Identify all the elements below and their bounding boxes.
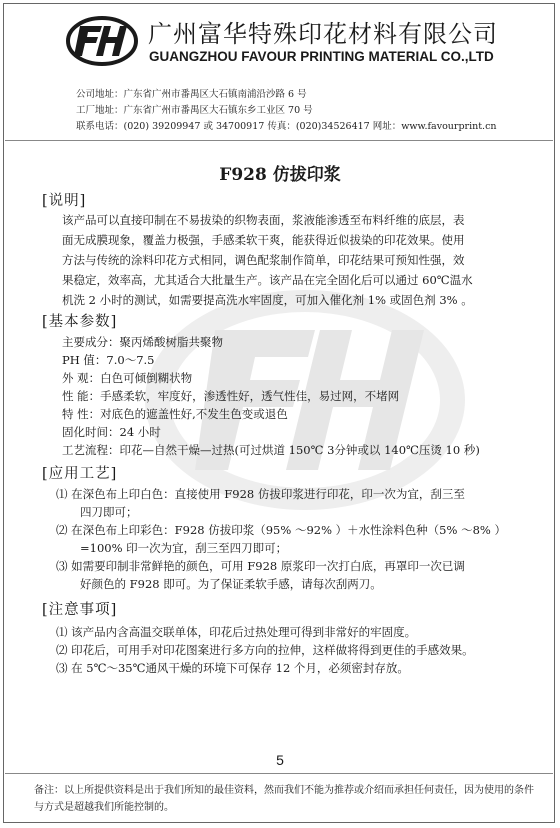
param-line: 主要成分：聚丙烯酸树脂共聚物: [62, 335, 223, 349]
document-title: F928 仿拔印浆: [219, 165, 341, 185]
intro-line: 机洗 2 小时的测试，如需要提高洗水牢固度，可加入催化剂 1% 或固色剂 3% 。: [62, 293, 473, 307]
param-line: 工艺流程：印花—自然干燥—过热(可过烘道 150℃ 3分钟或以 140℃压烫 10 秒): [62, 443, 480, 457]
company-logo-icon: [66, 16, 138, 66]
param-line: PH 值：7.0～7.5: [62, 353, 155, 367]
note-line: ⑴ 该产品内含高温交联单体，印花后过热处理可得到非常好的牢固度。: [56, 625, 417, 639]
page-number: 5: [276, 752, 284, 768]
section-heading-params: [基本参数]: [42, 314, 118, 330]
note-line: ⑵ 印花后，可用手对印花图案进行多方向的拉伸，这样做将得到更佳的手感效果。: [56, 643, 474, 657]
process-line: ⑴ 在深色布上印白色：直接使用 F928 仿拔印浆进行印花，印一次为宜，刮三至: [56, 487, 465, 501]
process-line: ⑶ 如需要印制非常鲜艳的颜色，可用 F928 原浆印一次打白底，再罩印一次已调: [56, 559, 465, 573]
intro-line: 面无成膜现象，覆盖力极强，手感柔软干爽，能获得近似拔染的印花效果。使用: [62, 233, 465, 247]
param-line: 特 性：对底色的遮盖性好,不发生色变或退色: [62, 407, 288, 421]
footer-divider: [5, 773, 553, 774]
section-heading-notes: [注意事项]: [42, 602, 118, 618]
header-divider: [5, 140, 553, 141]
process-line: =100% 印一次为宜，刮三至四刀即可；: [80, 541, 288, 555]
section-heading-intro: [说明]: [42, 193, 87, 209]
process-line: ⑵ 在深色布上印彩色：F928 仿拔印浆（95% ～92% ）＋水性涂料色种（5% ～8% ）: [56, 523, 506, 537]
intro-line: 方法与传统的涂料印花方式相同，调色配浆制作简单，印花结果可预知性强，效: [62, 253, 465, 267]
company-address: 公司地址：广东省广州市番禺区大石镇南浦沿沙路 6 号: [76, 89, 307, 100]
process-line: 四刀即可；: [80, 505, 138, 519]
param-line: 外 观：白色可倾倒糊状物: [62, 371, 193, 385]
param-line: 性 能：手感柔软，牢度好，渗透性好，透气性佳，易过网，不堵网: [62, 389, 400, 403]
intro-line: 果稳定，效率高，尤其适合大批量生产。该产品在完全固化后可以通过 60℃温水: [62, 273, 473, 287]
section-heading-process: [应用工艺]: [42, 466, 118, 482]
note-line: ⑶ 在 5℃～35℃通风干燥的环境下可保存 12 个月，必须密封存放。: [56, 661, 409, 675]
factory-address: 工厂地址：广东省广州市番禺区大石镇东乡工业区 70 号: [76, 105, 313, 116]
contact-info: 联系电话：(020) 39209947 或 34700917 传真：(020)34526417 网址：www.favourprint.cn: [76, 121, 497, 132]
intro-line: 该产品可以直接印制在不易拔染的织物表面，浆液能渗透至布料纤维的底层，表: [62, 213, 465, 227]
param-line: 固化时间：24 小时: [62, 425, 161, 439]
company-name-en: GUANGZHOU FAVOUR PRINTING MATERIAL CO.,LTD: [149, 49, 494, 64]
disclaimer: 备注：以上所提供资料是出于我们所知的最佳资料，然而我们不能为推荐或介绍而承担任何责任，因为使用的条件与方式是超越我们所能控制的。: [34, 785, 534, 813]
process-line: 好颜色的 F928 即可。为了保证柔软手感，请每次刮两刀。: [80, 577, 382, 591]
company-name-cn: 广州富华特殊印花材料有限公司: [148, 20, 498, 48]
